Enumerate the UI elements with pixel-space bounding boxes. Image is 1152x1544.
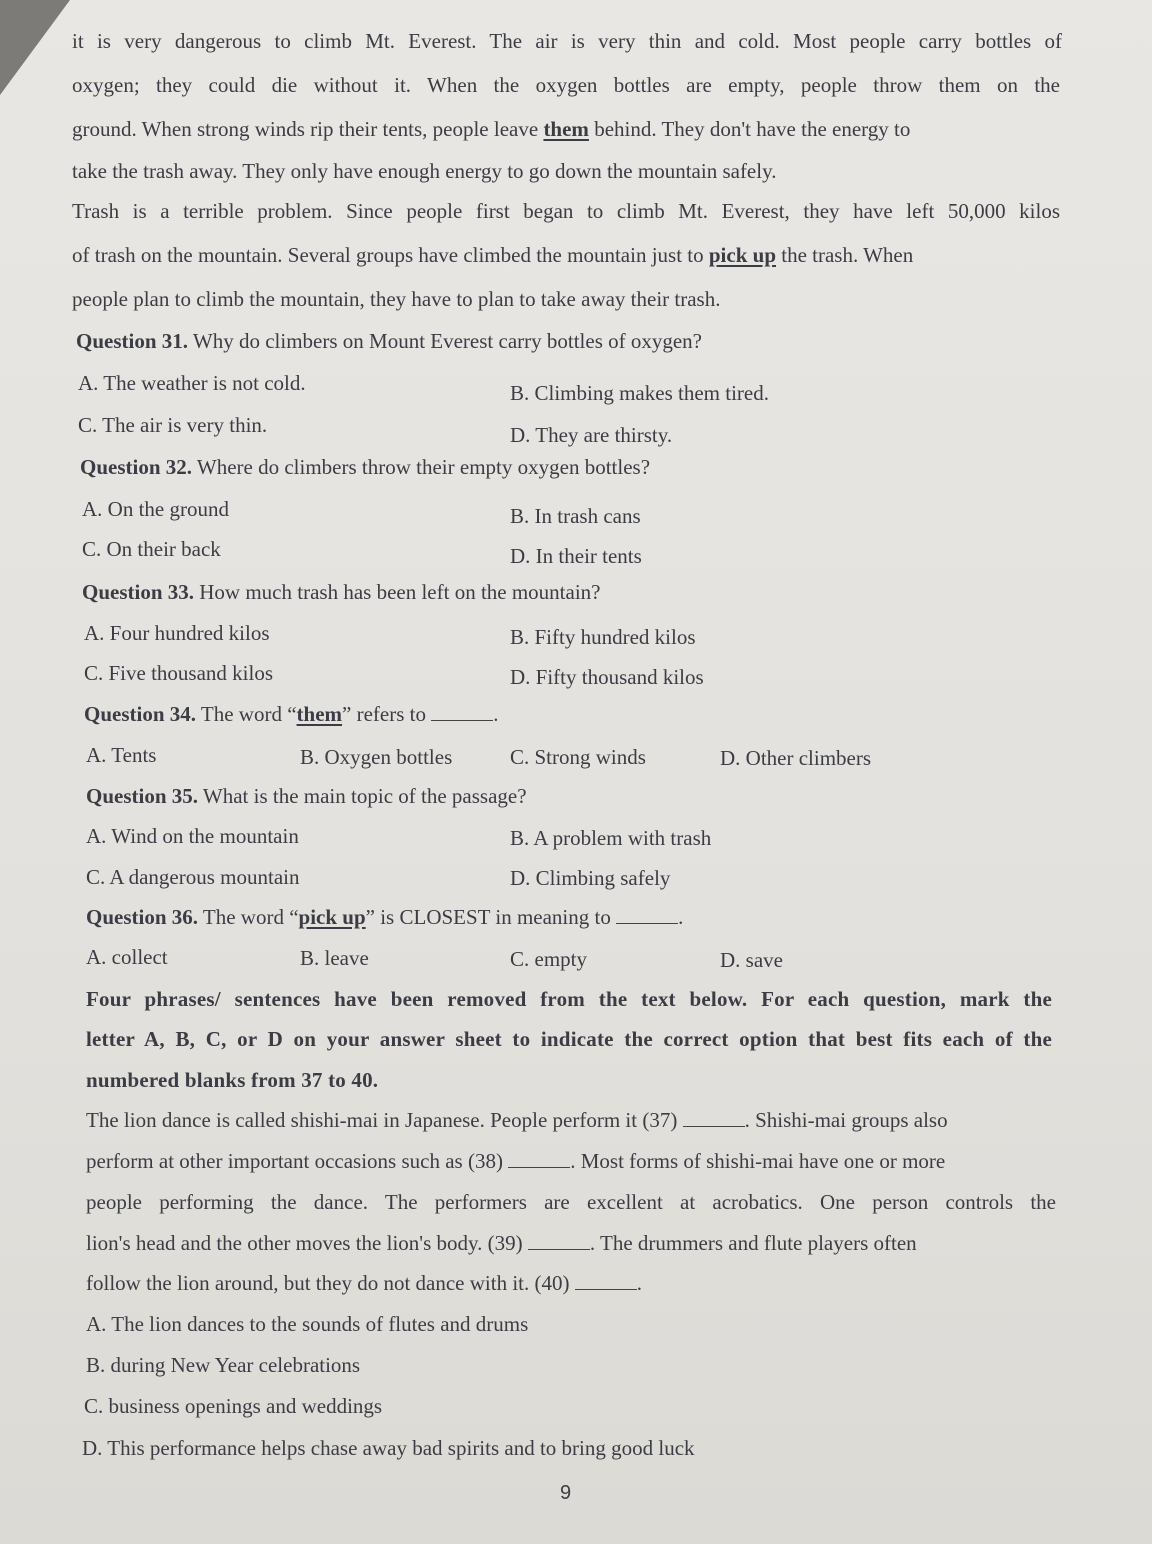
q34-option-c: C. Strong winds [510,745,646,769]
answer-blank [431,704,493,721]
question-33: Question 33. How much trash has been left on the mountain? [82,580,601,604]
q36-option-b: B. leave [300,946,369,970]
lion-line-3: people performing the dance. The performers are excellent at acrobatics. One person controls the [86,1190,1056,1214]
instruction-line-3: numbered blanks from 37 to 40. [86,1068,379,1092]
q33-option-b: B. Fifty hundred kilos [510,625,696,649]
passage-line-2: oxygen; they could die without it. When the oxygen bottles are empty, people throw them on the [72,73,1060,97]
q33-option-a: A. Four hundred kilos [84,621,270,645]
lion-line-4: lion's head and the other moves the lion's body. (39) . The drummers and flute players often [86,1231,917,1255]
passage-line-7: people plan to climb the mountain, they have to plan to take away their trash. [72,287,721,311]
lion-line-1: The lion dance is called shishi-mai in Japanese. People perform it (37) . Shishi-mai groups also [86,1108,948,1132]
q33-option-c: C. Five thousand kilos [84,661,274,685]
question-34: Question 34. The word “them” refers to . [84,702,499,726]
question-36: Question 36. The word “pick up” is CLOSEST in meaning to . [86,905,684,929]
q34-option-b: B. Oxygen bottles [300,745,453,769]
blank-37 [683,1110,745,1127]
q36-option-d: D. save [720,948,783,972]
q34-option-a: A. Tents [86,743,157,767]
passage-line-1: it is very dangerous to climb Mt. Everest. The air is very thin and cold. Most people carry bottles of [72,29,1062,53]
blank-39 [528,1233,590,1250]
answer-blank [616,907,678,924]
q36-option-c: C. empty [510,947,587,971]
passage-line-3: ground. When strong winds rip their tents, people leave them behind. They don't have the energy to [72,117,911,141]
question-31: Question 31. Why do climbers on Mount Everest carry bottles of oxygen? [76,329,703,353]
q35-option-c: C. A dangerous mountain [86,865,300,889]
q34-word: them [296,702,343,726]
q36-word: pick up [298,905,366,929]
instruction-line-1: Four phrases/ sentences have been removed from the text below. For each question, mark the [86,987,1052,1011]
question-35: Question 35. What is the main topic of the passage? [86,784,527,808]
q32-option-b: B. In trash cans [510,504,641,528]
lion-option-b: B. during New Year celebrations [86,1353,361,1377]
q31-option-d: D. They are thirsty. [510,423,673,447]
q32-option-c: C. On their back [82,537,221,561]
passage-line-6: of trash on the mountain. Several groups have climbed the mountain just to pick up the trash. When [72,243,914,267]
q32-option-a: A. On the ground [82,497,229,521]
q31-option-a: A. The weather is not cold. [78,371,306,395]
underlined-word-them: them [543,117,589,141]
q31-option-b: B. Climbing makes them tired. [510,381,769,405]
page-number: 9 [560,1482,572,1504]
lion-line-2: perform at other important occasions such as (38) . Most forms of shishi-mai have one or more [86,1149,946,1173]
lion-option-d: D. This performance helps chase away bad spirits and to bring good luck [82,1436,695,1460]
instruction-line-2: letter A, B, C, or D on your answer sheet to indicate the correct option that best fits each of the [86,1027,1052,1051]
q35-option-a: A. Wind on the mountain [86,824,299,848]
blank-38 [508,1151,570,1168]
blank-40 [575,1273,637,1290]
q33-option-d: D. Fifty thousand kilos [510,665,704,689]
q32-option-d: D. In their tents [510,544,642,568]
lion-line-5: follow the lion around, but they do not dance with it. (40) . [86,1271,642,1295]
q35-option-d: D. Climbing safely [510,866,671,890]
lion-option-a: A. The lion dances to the sounds of flutes and drums [86,1312,529,1336]
q36-option-a: A. collect [86,945,168,969]
q31-option-c: C. The air is very thin. [78,413,268,437]
q34-option-d: D. Other climbers [720,746,872,770]
underlined-word-pick-up: pick up [708,243,776,267]
q35-option-b: B. A problem with trash [510,826,712,850]
passage-line-4: take the trash away. They only have enough energy to go down the mountain safely. [72,159,777,183]
lion-option-c: C. business openings and weddings [84,1394,383,1418]
question-32: Question 32. Where do climbers throw their empty oxygen bottles? [80,455,651,479]
passage-line-5: Trash is a terrible problem. Since people first began to climb Mt. Everest, they have left 50,000 kilos [72,199,1060,223]
